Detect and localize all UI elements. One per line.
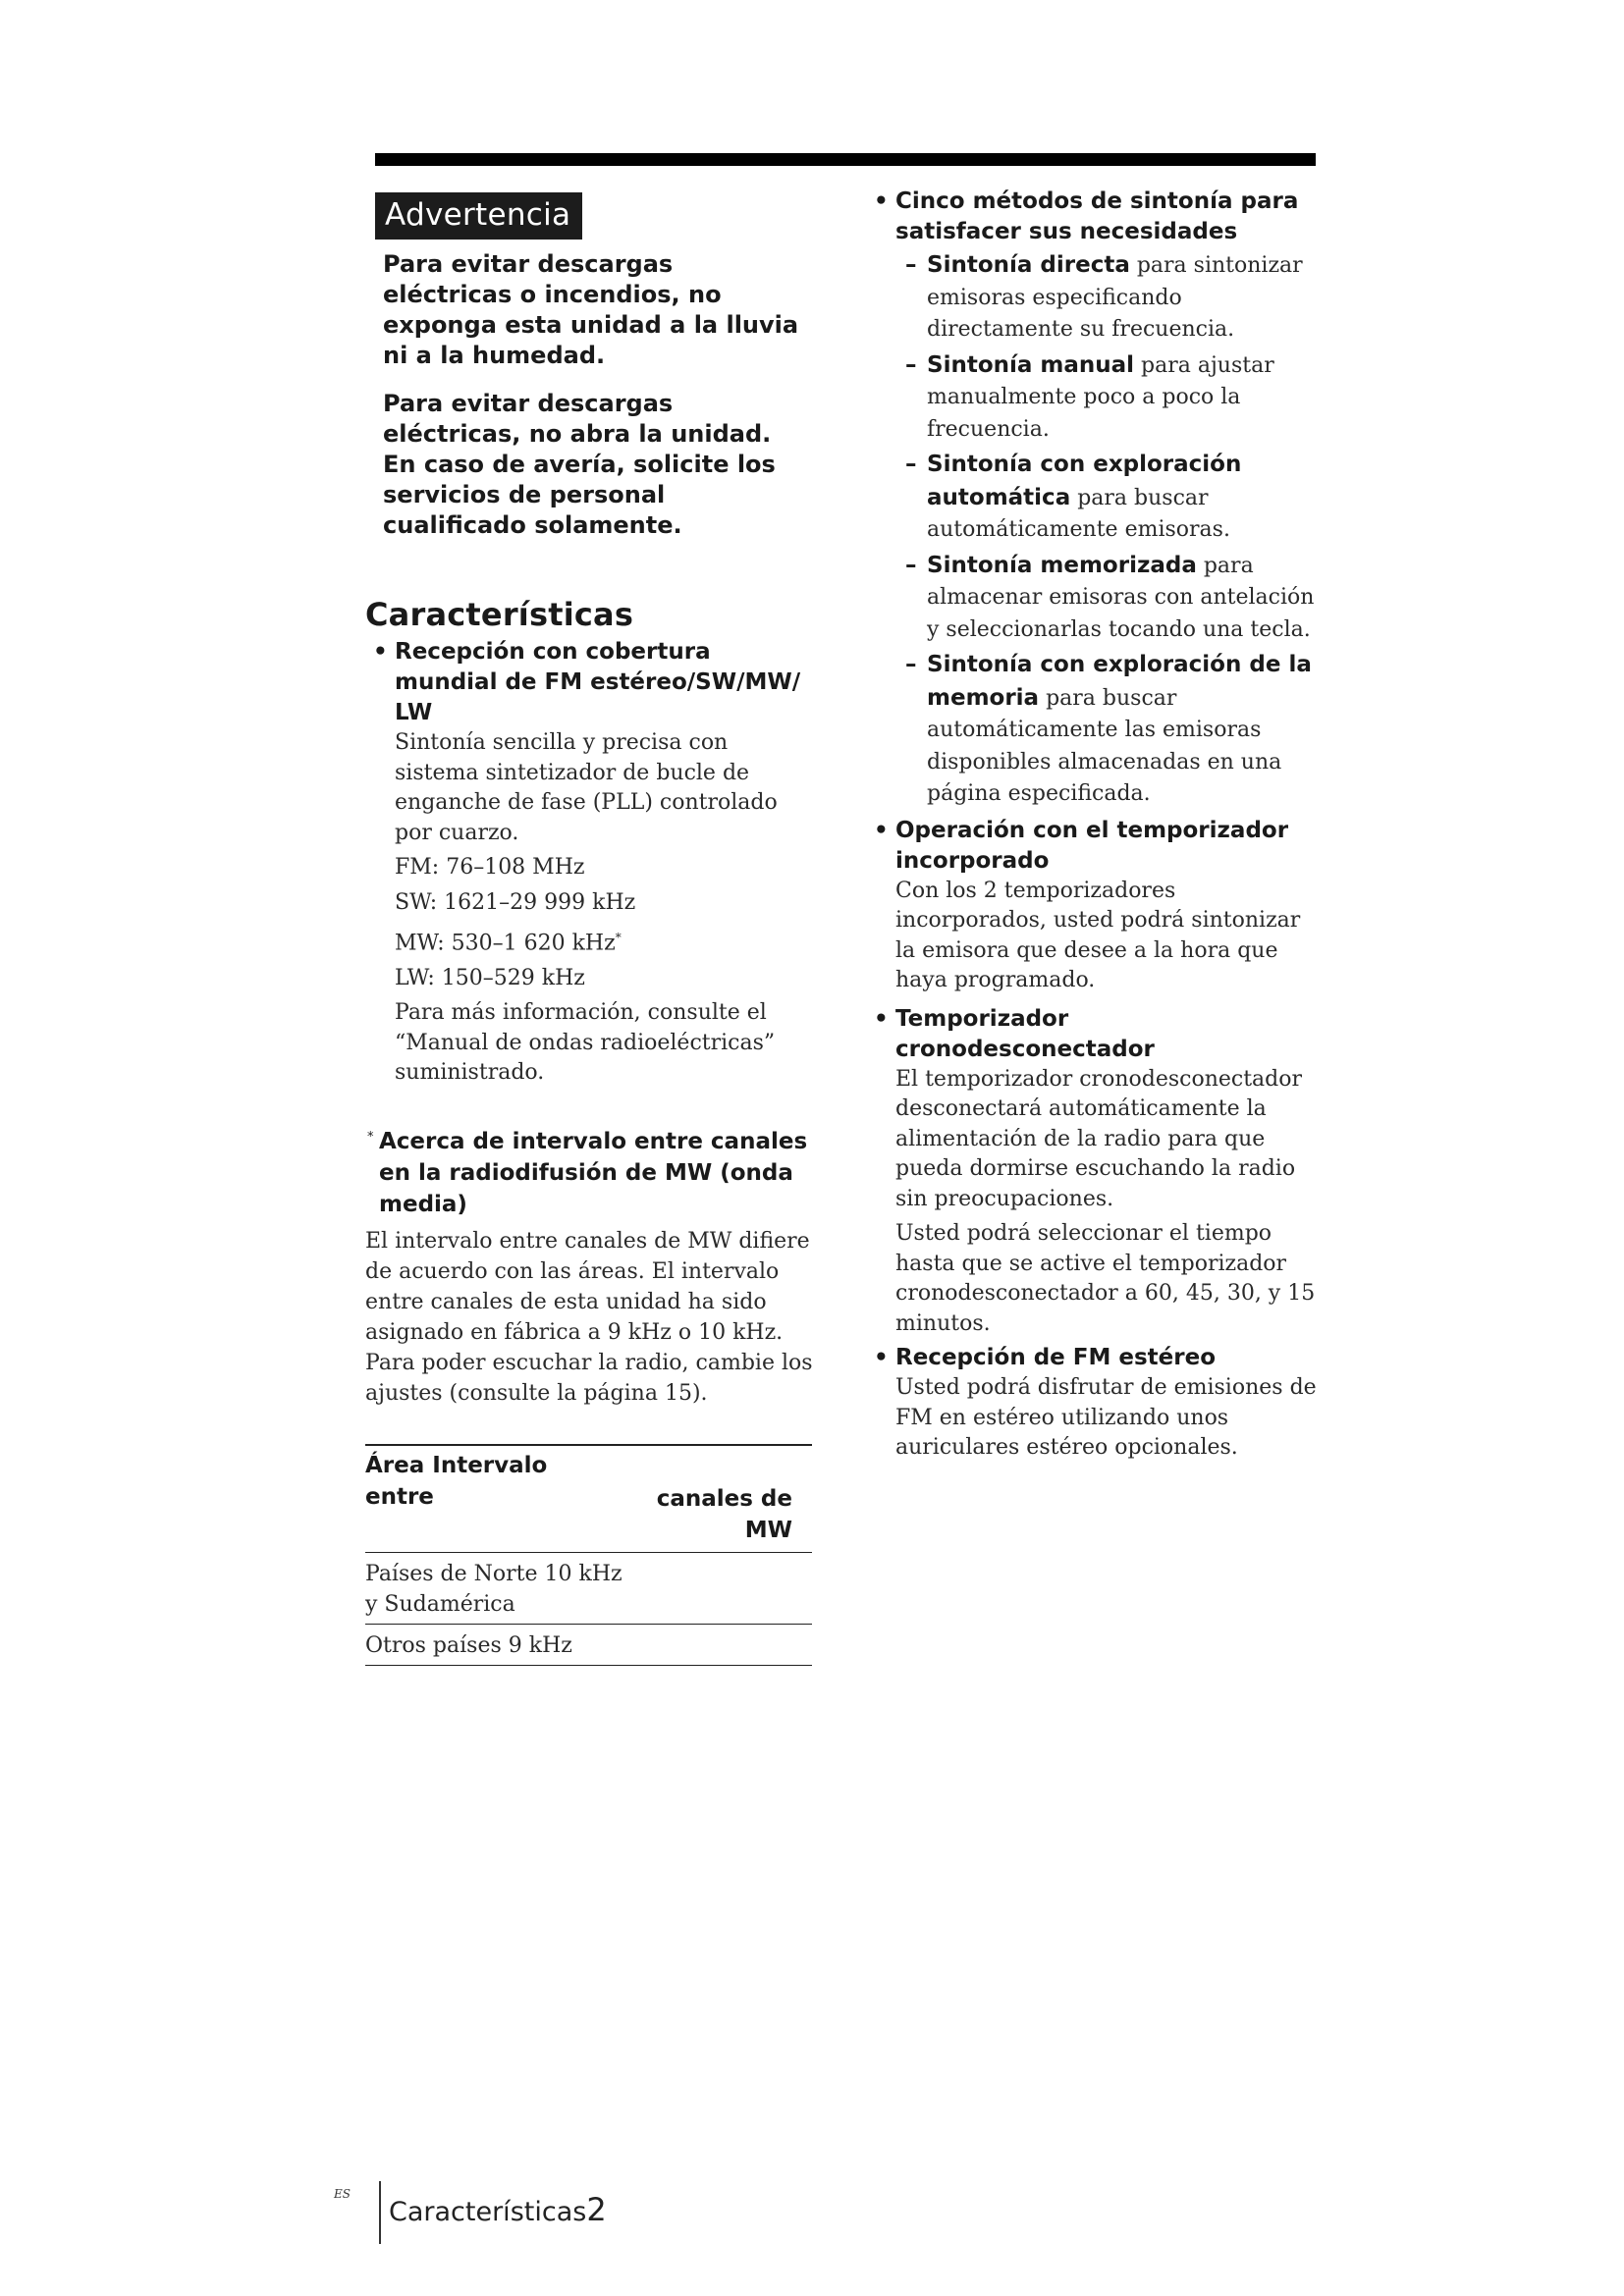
mw-interval-table [365, 1444, 812, 1666]
band-lw: LW: 150–529 kHz [395, 965, 585, 990]
mw-note-title [365, 1126, 817, 1220]
warning-paragraph-2: Para evitar descargas eléctricas, no abra la unidad. En caso de avería, solicite los servicios de personal cualificado solamente. [383, 390, 776, 539]
feature-stereo-body: Usted podrá disfrutar de emisiones de FM en estéreo utilizando unos auriculares estéreo opcionales. [895, 1375, 1317, 1460]
band-mw: MW: 530–1 620 kHz [395, 931, 616, 956]
features-heading: Características [365, 596, 634, 633]
tuning-item-desc: para buscar automáticamente las emisoras disponibles almacenadas en una página especificada. [927, 685, 1282, 806]
language-code: ES [334, 2187, 351, 2201]
mw-note-mark: * [367, 1129, 374, 1145]
band-sw: SW: 1621–29 999 kHz [395, 889, 636, 915]
footer-divider [379, 2181, 381, 2244]
table-cell [365, 1552, 812, 1624]
mw-note-body: El intervalo entre canales de MW difiere de acuerdo con las áreas. El intervalo entre canales de esta unidad ha sido asignado en fábrica a 9 kHz o 10 kHz. Para poder escuchar la radio, cambie los ajustes (consulte la página 15). [365, 1228, 813, 1406]
tuning-item-title: Sintonía memorizada [927, 552, 1197, 578]
feature-reception-desc: Sintonía sencilla y precisa con sistema sintetizador de bucle de enganche de fase (PLL) controlado por cuarzo. [395, 730, 778, 845]
tuning-item-title: Sintonía manual [927, 351, 1135, 378]
left-column [365, 187, 817, 1666]
feature-sleep-body-2: Usted podrá seleccionar el tiempo hasta que se active el temporizador cronodesconectador a 60, 45, 30, y 15 minutos. [895, 1221, 1316, 1336]
feature-reception-title: • Recepción con cobertura mundial de FM estéreo/SW/MW/ LW [369, 637, 817, 728]
table-header-row [365, 1445, 812, 1553]
band-fm: FM: 76–108 MHz [395, 855, 585, 880]
mw-note-title-text: Acerca de intervalo entre canales en la radiodifusión de MW (onda media) [379, 1128, 808, 1217]
tuning-item-desc: para ajustar manualmente poco a poco la frecuencia. [927, 352, 1274, 442]
feature-sleep-title: • Temporizador cronodesconectador [870, 1004, 1318, 1065]
feature-reception-more: Para más información, consulte el “Manual de ondas radioeléctricas” suministrado. [395, 1000, 776, 1086]
table-cell-line-1: Otros países 9 kHz [365, 1632, 572, 1658]
table-header-interval: canales de MW [611, 1445, 813, 1553]
page-number: 2 [586, 2191, 607, 2228]
table-row [365, 1624, 812, 1665]
tuning-item-title: Sintonía con exploración de la memoria [927, 652, 1312, 711]
tuning-item [897, 250, 1318, 347]
tuning-item [897, 450, 1318, 548]
table-row [365, 1552, 812, 1624]
tuning-item-desc: para buscar automáticamente emisoras. [927, 485, 1230, 542]
tuning-item [897, 551, 1318, 648]
footer-section: Características [389, 2197, 587, 2227]
tuning-item-desc: para almacenar emisoras con antelación y seleccionarlas tocando una tecla. [927, 553, 1315, 642]
tuning-item [897, 650, 1318, 812]
right-column [866, 187, 1318, 1464]
table-cell [365, 1624, 812, 1665]
table-header-area: Área Intervalo entre [365, 1445, 611, 1553]
tuning-item-title: Sintonía con exploración automática [927, 452, 1242, 510]
warning-title: Advertencia [375, 192, 582, 240]
table-cell-line-1: Países de Norte 10 kHz [365, 1561, 623, 1586]
footer-title [389, 2191, 607, 2228]
feature-timer-title: • Operación con el temporizador incorporado [870, 816, 1318, 877]
tuning-item [897, 350, 1318, 448]
feature-timer-body: Con los 2 temporizadores incorporados, usted podrá sintonizar la emisora que desee a la hora que haya programado. [895, 878, 1301, 992]
top-rule [375, 153, 1316, 166]
feature-tuning-title: • Cinco métodos de sintonía para satisfacer sus necesidades [870, 187, 1318, 247]
tuning-item-desc: para sintonizar emisoras especificando directamente su frecuencia. [927, 253, 1303, 342]
band-mw-mark: * [615, 931, 622, 944]
feature-stereo-title: • Recepción de FM estéreo [870, 1343, 1318, 1373]
warning-paragraph-1: Para evitar descargas eléctricas o incendios, no exponga esta unidad a la lluvia ni a la humedad. [383, 250, 799, 369]
band-mw-row [391, 923, 817, 959]
tuning-item-title: Sintonía directa [927, 252, 1130, 278]
feature-sleep-body-1: El temporizador cronodesconectador desconectará automáticamente la alimentación de la radio para que pueda dormirse escuchando la radio sin preocupaciones. [895, 1066, 1303, 1211]
table-cell-line-2: y Sudamérica [365, 1591, 515, 1617]
